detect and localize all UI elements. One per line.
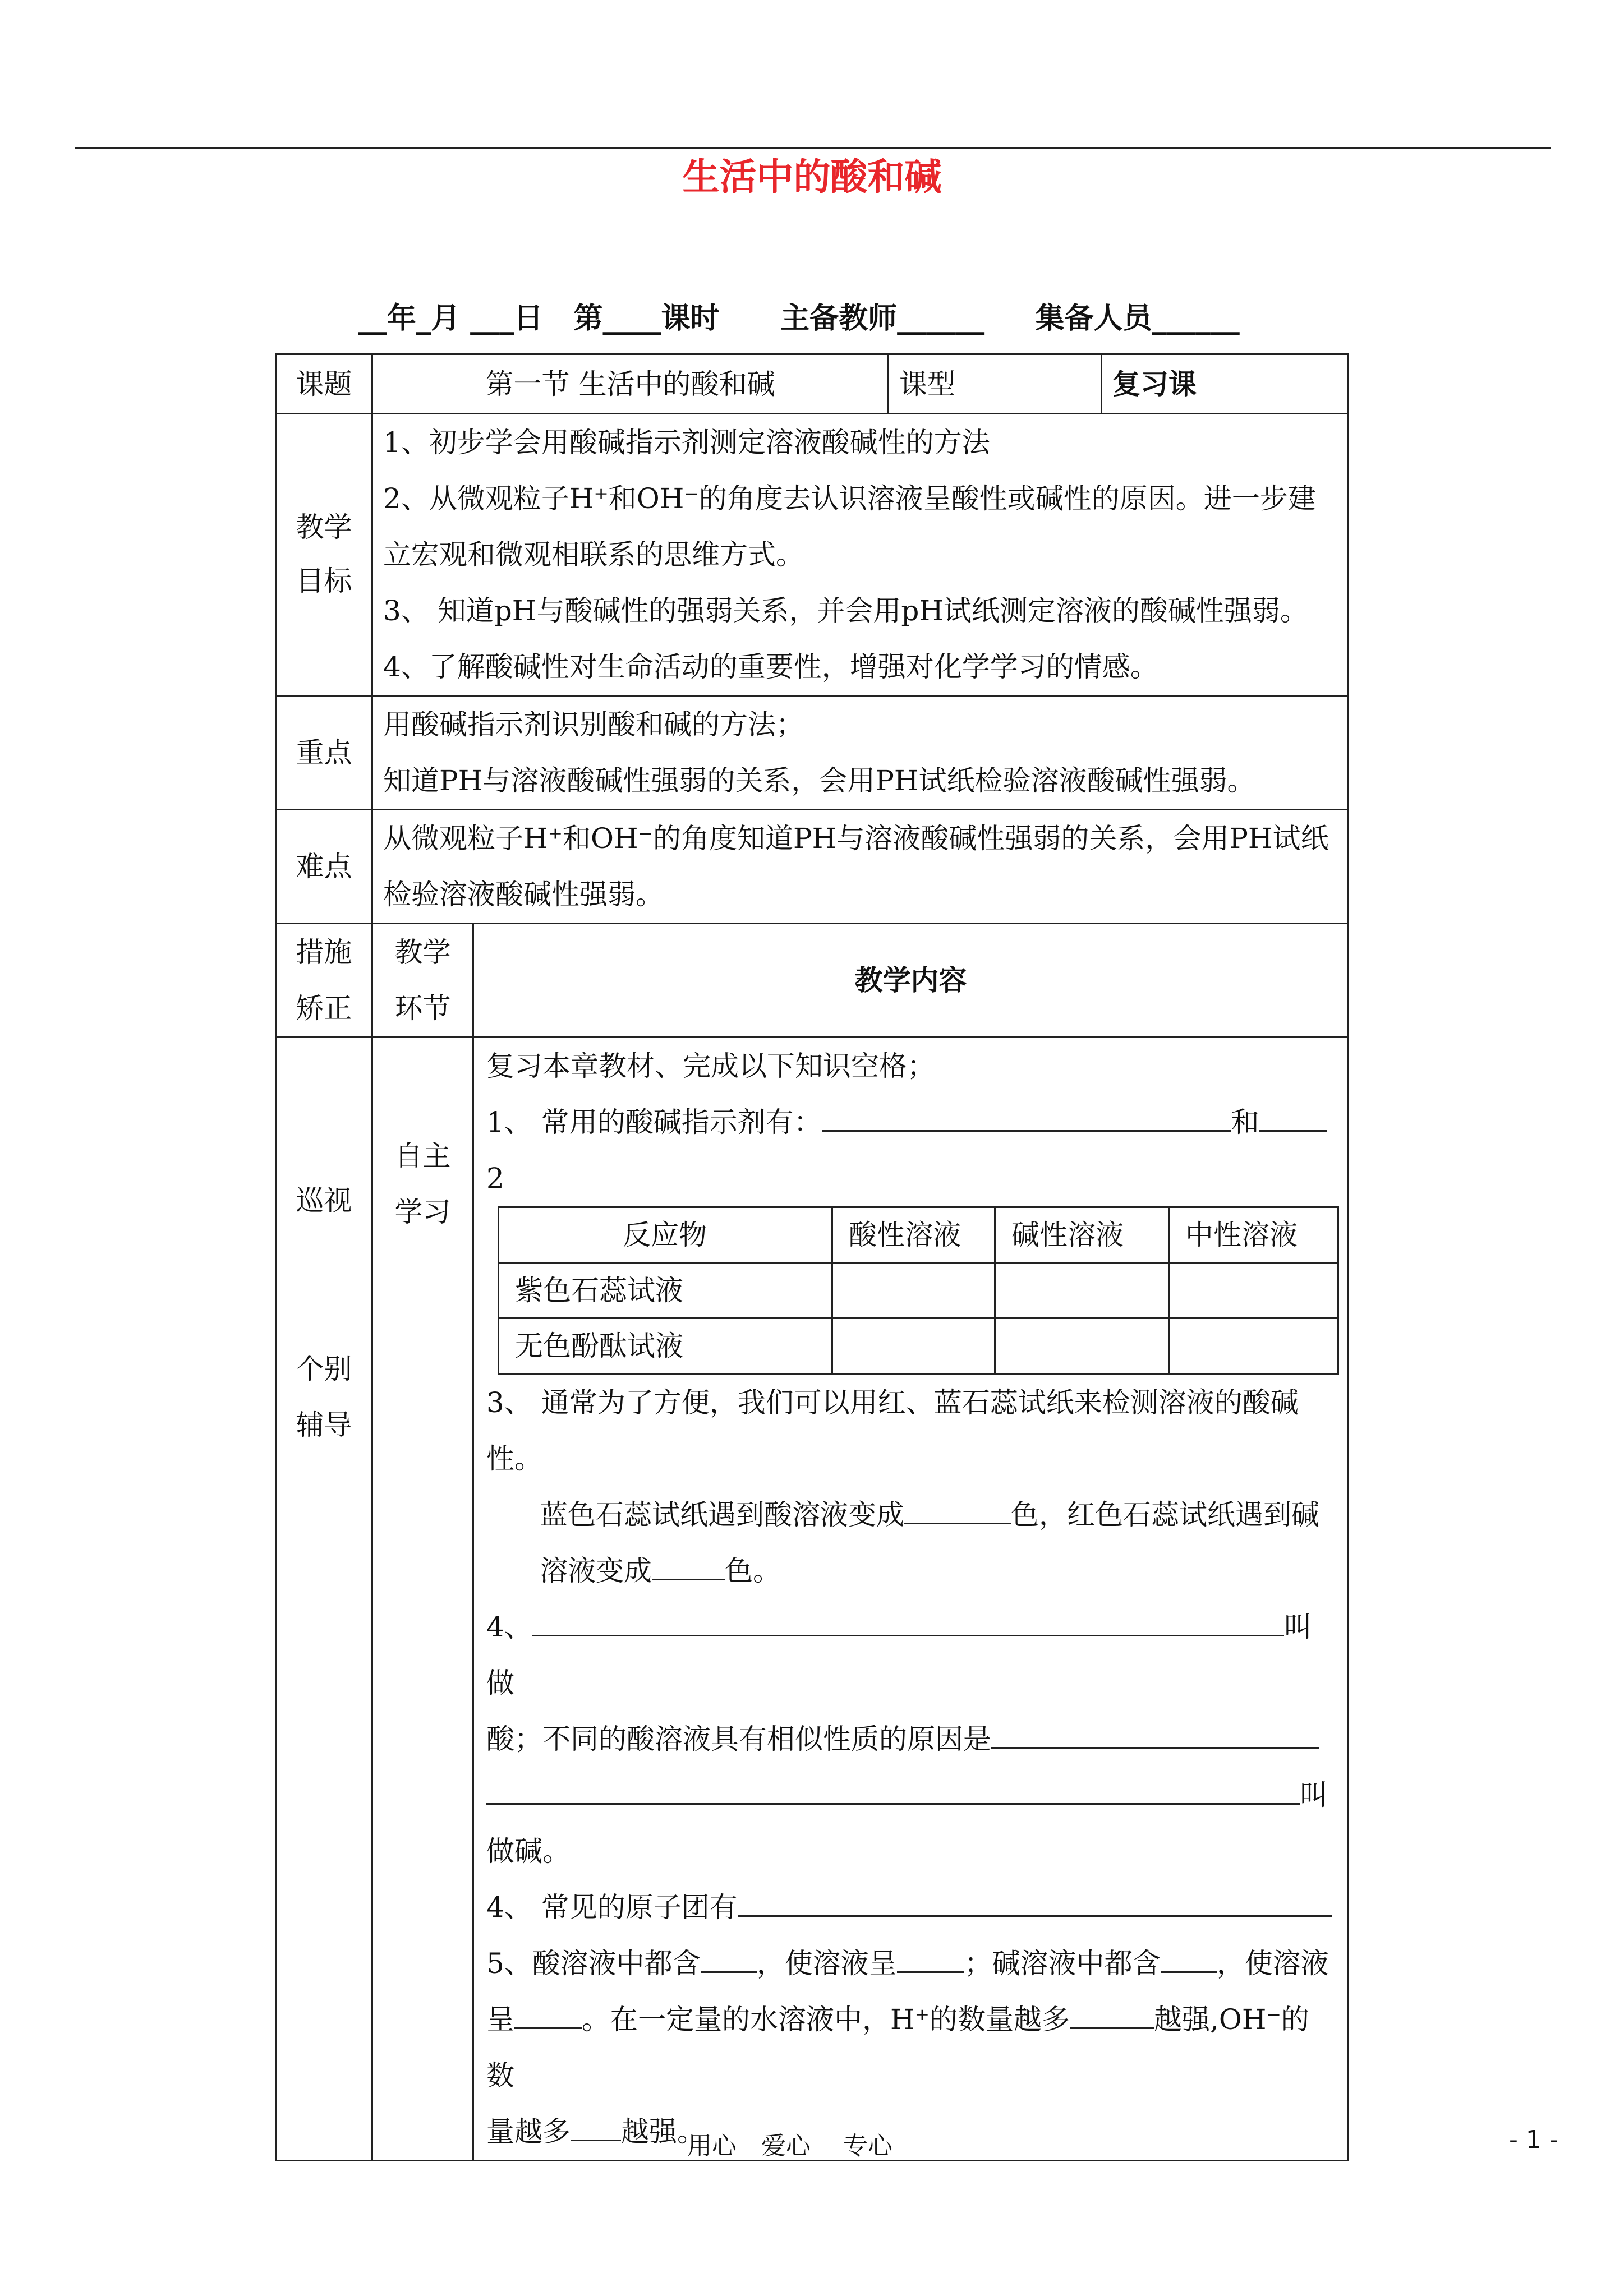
- indicator-row-phenolphthalein: 无色酚酞试液: [499, 1318, 832, 1374]
- page-number: - 1 -: [1509, 2126, 1558, 2154]
- lesson-suffix: 课时: [661, 302, 720, 335]
- q4-line-2-text: 酸；不同的酸溶液具有相似性质的原因是: [486, 1723, 991, 1755]
- staff-label: 集备人员: [1035, 302, 1152, 335]
- phenol-neutral-cell[interactable]: [1169, 1318, 1338, 1374]
- footer-motto: 用心 爱心 专心: [687, 2132, 892, 2160]
- indicator-header-reactant: 反应物: [499, 1207, 832, 1263]
- lesson-blank: ____: [602, 302, 661, 335]
- question-4-line-3: [486, 1767, 1336, 1823]
- difficulties-label: 难点: [276, 810, 372, 924]
- measures-guidance: 个别辅导: [296, 1353, 352, 1441]
- q6-text-h: 量越多: [486, 2115, 571, 2148]
- objectives-label: [276, 414, 372, 696]
- q6-text-b: ，使溶液呈: [756, 1947, 897, 1980]
- q6-text-i: 越强。: [621, 2115, 705, 2148]
- indicator-header-acid: 酸性溶液: [832, 1207, 995, 1263]
- q6-blank-1[interactable]: [701, 1938, 757, 1973]
- year-field: __年: [358, 302, 417, 335]
- q6-blank-5[interactable]: [1070, 1994, 1154, 2029]
- section-header-row: [276, 924, 1349, 1038]
- stage-self-study: 自主学习: [394, 1140, 451, 1228]
- q6-blank-3[interactable]: [1161, 1938, 1217, 1973]
- key-point-1: 用酸碱指示剂识别酸和碱的方法；: [383, 708, 804, 741]
- measures-header-text: 措施矫正: [296, 936, 352, 1025]
- objectives-content: [372, 414, 1349, 696]
- q6-text-g: 越强,OH⁻的数: [486, 2003, 1309, 2092]
- topic-value: 第一节 生活中的酸和碱: [372, 354, 889, 414]
- question-3-line-3: [486, 1543, 1336, 1599]
- q3-text-b: 色，红色石蕊试纸遇到碱: [1011, 1499, 1319, 1531]
- q4-line-3-suffix: 叫: [1300, 1779, 1328, 1811]
- question-2: 2: [486, 1162, 504, 1195]
- type-value: 复习课: [1102, 354, 1349, 414]
- q4-suffix: 叫做: [486, 1611, 1312, 1699]
- q4-blank-1[interactable]: [532, 1601, 1284, 1636]
- q3-blank-2[interactable]: [652, 1545, 725, 1580]
- objective-3: 3、 知道pH与酸碱性的强弱关系，并会用pH试纸测定溶液的酸碱性强弱。: [383, 594, 1308, 627]
- content-row: [276, 1038, 1349, 2161]
- objective-4: 4、了解酸碱性对生命活动的重要性，增强对化学学习的情感。: [383, 651, 1158, 683]
- intro-text: 复习本章教材、完成以下知识空格；: [486, 1050, 935, 1082]
- litmus-acid-cell[interactable]: [832, 1263, 995, 1318]
- question-4-line-2: [486, 1711, 1336, 1767]
- teacher-blank: ______: [897, 302, 985, 335]
- page-title: 生活中的酸和碱: [682, 155, 942, 199]
- q4-prefix: 4、: [486, 1611, 532, 1643]
- phenol-base-cell[interactable]: [995, 1318, 1169, 1374]
- difficulties-content: 从微观粒子H⁺和OH⁻的角度知道PH与溶液酸碱性强弱的关系，会用PH试纸检验溶液酸碱性强弱。: [372, 810, 1349, 924]
- q6-blank-6[interactable]: [571, 2106, 621, 2141]
- question-5: [486, 1879, 1336, 1935]
- q1-blank-1[interactable]: [822, 1096, 1231, 1132]
- objectives-label-text: 教学目标: [296, 511, 352, 597]
- phenol-acid-cell[interactable]: [832, 1318, 995, 1374]
- q5-text: 4、 常见的原子团有: [486, 1891, 738, 1924]
- question-4-line-4: 做碱。: [486, 1835, 571, 1868]
- difficulties-row: [276, 810, 1349, 924]
- q6-text-d: ，使溶液: [1216, 1947, 1329, 1980]
- indicator-row-litmus: 紫色石蕊试液: [499, 1263, 832, 1318]
- q1-blank-2[interactable]: [1259, 1096, 1327, 1132]
- topic-label: 课题: [276, 354, 372, 414]
- month-field: _月: [416, 302, 461, 335]
- q4-blank-2[interactable]: [991, 1713, 1319, 1749]
- key-points-label: 重点: [276, 696, 372, 810]
- content-cell: [473, 1038, 1349, 2161]
- q6-text-e: 呈: [486, 2003, 514, 2036]
- question-6-line-2: [486, 1991, 1336, 2104]
- measures-cell: [276, 1038, 372, 2161]
- content-header: 教学内容: [473, 924, 1349, 1038]
- key-points-row: [276, 696, 1349, 810]
- objective-2: 2、从微观粒子H⁺和OH⁻的角度去认识溶液呈酸性或碱性的原因。进一步建立宏观和微观相联系的思维方式。: [383, 482, 1316, 571]
- question-6-line-1: [486, 1935, 1336, 1991]
- key-point-2: 知道PH与溶液酸碱性强弱的关系，会用PH试纸检验溶液酸碱性强弱。: [383, 764, 1255, 797]
- question-1: [486, 1094, 1336, 1150]
- q3-text-a: 蓝色石蕊试纸遇到酸溶液变成: [540, 1499, 904, 1531]
- question-3-line-1: 3、 通常为了方便，我们可以用红、蓝石蕊试纸来检测溶液的酸碱性。: [486, 1386, 1299, 1475]
- q6-text-a: 5、酸溶液中都含: [486, 1947, 701, 1980]
- q5-blank[interactable]: [738, 1882, 1332, 1917]
- stage-header-text: 教学环节: [394, 936, 451, 1025]
- q3-text-d: 色。: [725, 1555, 781, 1587]
- measures-patrol: 巡视: [296, 1184, 352, 1217]
- lesson-plan-table: [275, 353, 1349, 2161]
- date-line: [358, 294, 1240, 336]
- stage-cell: [372, 1038, 473, 2161]
- q6-blank-4[interactable]: [514, 1994, 582, 2029]
- stage-header: [372, 924, 473, 1038]
- day-field: ___日: [470, 302, 544, 335]
- q1-and: 和: [1231, 1106, 1259, 1138]
- question-6-line-3: [486, 2104, 1336, 2160]
- indicator-header-neutral: 中性溶液: [1169, 1207, 1338, 1263]
- question-3-line-2: [486, 1487, 1336, 1543]
- objectives-row: [276, 414, 1349, 696]
- litmus-base-cell[interactable]: [995, 1263, 1169, 1318]
- q3-text-c: 溶液变成: [540, 1555, 652, 1587]
- objective-1: 1、初步学会用酸碱指示剂测定溶液酸碱性的方法: [383, 426, 990, 459]
- indicator-header-base: 碱性溶液: [995, 1207, 1169, 1263]
- q3-blank-1[interactable]: [904, 1489, 1011, 1524]
- q6-blank-2[interactable]: [897, 1938, 964, 1973]
- staff-blank: ______: [1152, 302, 1240, 335]
- litmus-neutral-cell[interactable]: [1169, 1263, 1338, 1318]
- q1-prefix: 1、 常用的酸碱指示剂有：: [486, 1106, 822, 1138]
- key-points-content: [372, 696, 1349, 810]
- q4-blank-3[interactable]: [486, 1769, 1300, 1805]
- topic-row: [276, 354, 1349, 414]
- lesson-prefix: 第: [573, 302, 603, 335]
- q6-text-c: ；碱溶液中都含: [964, 1947, 1161, 1980]
- indicator-table: [498, 1206, 1339, 1375]
- question-4-line-1: [486, 1599, 1336, 1711]
- type-label: 课型: [889, 354, 1102, 414]
- measures-header: [276, 924, 372, 1038]
- q6-text-f: 。在一定量的水溶液中，H⁺的数量越多: [582, 2003, 1070, 2036]
- teacher-label: 主备教师: [780, 302, 898, 335]
